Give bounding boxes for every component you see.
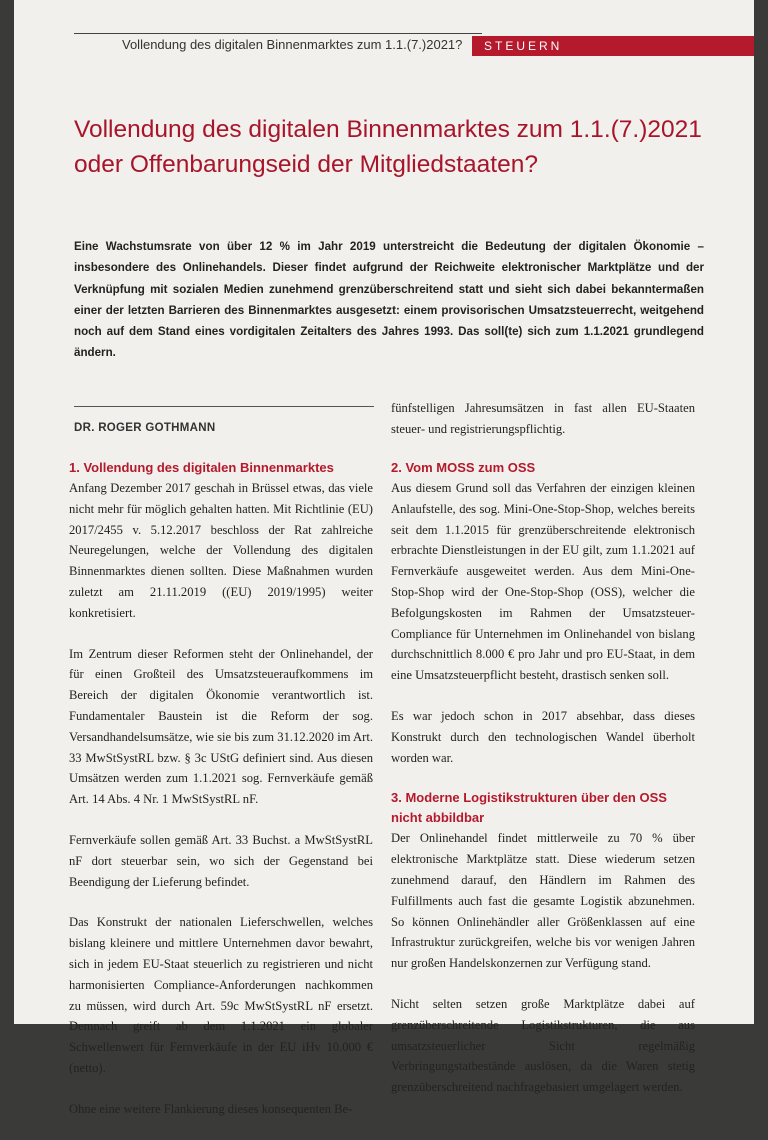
paragraph: Aus diesem Grund soll das Verfahren der einzigen kleinen Anlaufstelle, des sog. Mini-One-Stop-Shop, welches bereits seit dem 1.1.2015 für grenzüberschreitende elektronisch erbrachte Dienstleistungen in der EU gilt, zum 1.1.2021 auf Fernverkäufe ausgeweitet werden. Aus dem Mini-One-Stop-Shop wird der One-Stop-Shop (OSS), welcher die Befolgungskosten im Rahmen der Umsatzsteuer-Compliance für Unternehmen im Onlinehandel von bislang durchschnittlich 8.000 € pro Jahr und pro EU-Staat, in dem eine Umsatzsteuerpflicht besteht, drastisch senken soll.	[391, 481, 695, 683]
heading-1: 1. Vollendung des digitalen Binnenmarktes	[69, 460, 334, 475]
paragraph: Es war jedoch schon in 2017 absehbar, dass dieses Konstrukt durch den technologischen Wandel überholt worden war.	[391, 708, 695, 765]
paragraph: Nicht selten setzen große Marktplätze dabei auf grenzüberschreitende Logistikstrukturen, die aus umsatzsteuerlicher Sicht regelmäßig Verbringungstatbestände auslösen, da die Waren stetig grenzüberschreitend nachfragebasiert umgelagert werden.	[391, 996, 695, 1095]
right-column	[391, 458, 695, 1118]
paragraph: Fernverkäufe sollen gemäß Art. 33 Buchst. a MwStSystRL nF dort steuerbar sein, wo sich der Gegenstand bei Beendigung der Lieferung befindet.	[69, 832, 373, 889]
paragraph: Im Zentrum dieser Reformen steht der Onlinehandel, der für einen Großteil des Umsatzsteueraufkommens im Bereich der digitalen Ökonomie verantwortlich ist. Fundamentaler Baustein ist die Reform der sog. Versandhandelsumsätze, wie sie bis zum 31.12.2020 im Art. 33 MwStSystRL bzw. § 3c UStG definiert sind. Aus diesen Umsätzen werden zum 1.1.2021 sog. Fernverkäufe gemäß Art. 14 Abs. 4 Nr. 1 MwStSystRL nF.	[69, 646, 373, 807]
header-rule	[74, 33, 482, 34]
author-rule	[74, 406, 374, 407]
paragraph: Ohne eine weitere Flankierung dieses konsequenten Be-	[69, 1101, 353, 1116]
right-column-continuation	[391, 398, 695, 460]
paragraph: Anfang Dezember 2017 geschah in Brüssel etwas, das viele nicht mehr für möglich gehalten hatten. Mit Richtlinie (EU) 2017/2455 v. 5.12.2017 beschloss der Rat zahlreiche Neuregelungen, welche der Vollendung des digitalen Binnenmarktes dienen sollten. Diese Maßnahmen wurden zuletzt am 21.11.2019 ((EU) 2019/1995) weiter konkretisiert.	[69, 481, 373, 620]
article-title: Vollendung des digitalen Binnenmarktes zum 1.1.(7.)2021 oder Offenbarungseid der Mitgliedstaaten?	[74, 116, 702, 178]
heading-2: 2. Vom MOSS zum OSS	[391, 460, 536, 475]
paragraph: Das Konstrukt der nationalen Lieferschwellen, welches bislang kleinere und mittlere Unternehmen davor bewahrt, sich in jedem EU-Staat steuerlich zu registrieren und nicht harmonisierten Compliance-Anforderungen nachkommen zu müssen, wird durch Art. 59c MwStSystRL nF ersetzt. Demnach greift ab dem 1.1.2021 ein globaler Schwellenwert für Fernverkäufe in der EU iHv 10.000 € (netto).	[69, 915, 373, 1075]
article-lead: Eine Wachstumsrate von über 12 % im Jahr 2019 unterstreicht die Bedeutung der digitalen Ökonomie – insbesondere des Onlinehandels. Dieser findet aufgrund der Reichweite elektronischer Marktplätze und der Verknüpfung mit sozialen Medien zunehmend grenzüberschreitend statt und sieht sich dabei bekanntermaßen einer der letzten Barrieren des Binnenmarktes ausgesetzt: einem provisorischen Umsatzsteuerrecht, weitgehend noch auf dem Stand eines vordigitalen Zeitalters des Jahres 1993. Das soll(te) sich zum 1.1.2021 grundlegend ändern.	[74, 240, 704, 360]
paragraph: Der Onlinehandel findet mittlerweile zu 70 % über elektronische Marktplätze statt. Diese wiederum setzen zunehmend darauf, den Händlern im Rahmen des Fulfillments auch fast die gesamte Logistik abzunehmen. So können Onlinehändler aller Größenklassen auf eine Infrastruktur zurückgreifen, welche bis vor wenigen Jahren nur großen Handelskonzernen zur Verfügung stand.	[391, 831, 695, 971]
author-name: DR. ROGER GOTHMANN	[74, 422, 216, 434]
paragraph: fünfstelligen Jahresumsätzen in fast allen EU-Staaten steuer- und registrierungspflichtig.	[391, 401, 695, 436]
section-badge: STEUERN	[472, 36, 754, 56]
heading-3: 3. Moderne Logistikstrukturen über den OSS nicht abbildbar	[391, 790, 667, 826]
left-column	[69, 458, 373, 1140]
magazine-page	[14, 0, 754, 1116]
running-head: Vollendung des digitalen Binnenmarktes zum 1.1.(7.)2021?	[122, 37, 463, 52]
